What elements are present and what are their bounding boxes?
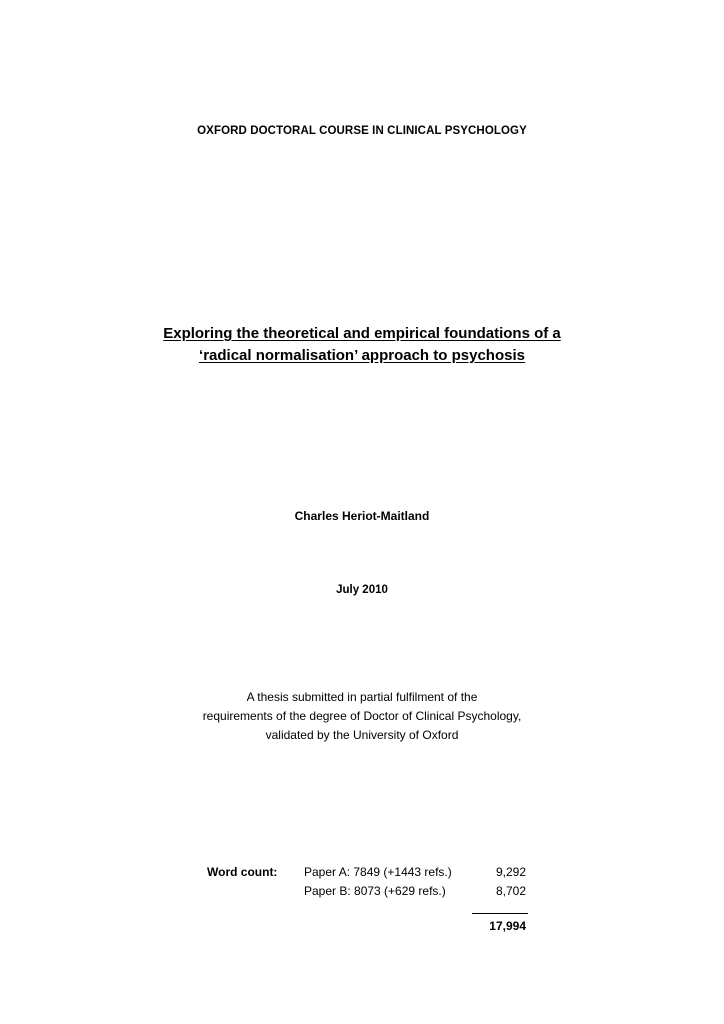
submission-statement	[0, 688, 724, 745]
paper-a-total: 9,292	[495, 865, 526, 879]
statement-line-2: requirements of the degree of Doctor of Clinical Psychology,	[202, 709, 522, 723]
thesis-title-line-2: ‘radical normalisation’ approach to psychosis	[199, 347, 525, 364]
submission-date: July 2010	[336, 584, 388, 596]
word-count-label: Word count:	[207, 865, 278, 879]
course-title: OXFORD DOCTORAL COURSE IN CLINICAL PSYCHOLOGY	[197, 125, 527, 137]
thesis-title-line-1: Exploring the theoretical and empirical foundations of a	[163, 325, 561, 342]
paper-b-count: Paper B: 8073 (+629 refs.)	[304, 884, 446, 898]
paper-b-total: 8,702	[495, 884, 526, 898]
grand-total: 17,994	[489, 919, 526, 933]
thesis-title	[0, 323, 724, 367]
word-count-row	[304, 884, 526, 898]
statement-line-3: validated by the University of Oxford	[265, 728, 459, 742]
statement-line-1: A thesis submitted in partial fulfilment of the	[246, 690, 478, 704]
word-count-row	[304, 865, 526, 879]
total-rule	[472, 913, 528, 914]
author-name: Charles Heriot-Maitland	[294, 509, 430, 523]
paper-a-count: Paper A: 7849 (+1443 refs.)	[304, 865, 452, 879]
